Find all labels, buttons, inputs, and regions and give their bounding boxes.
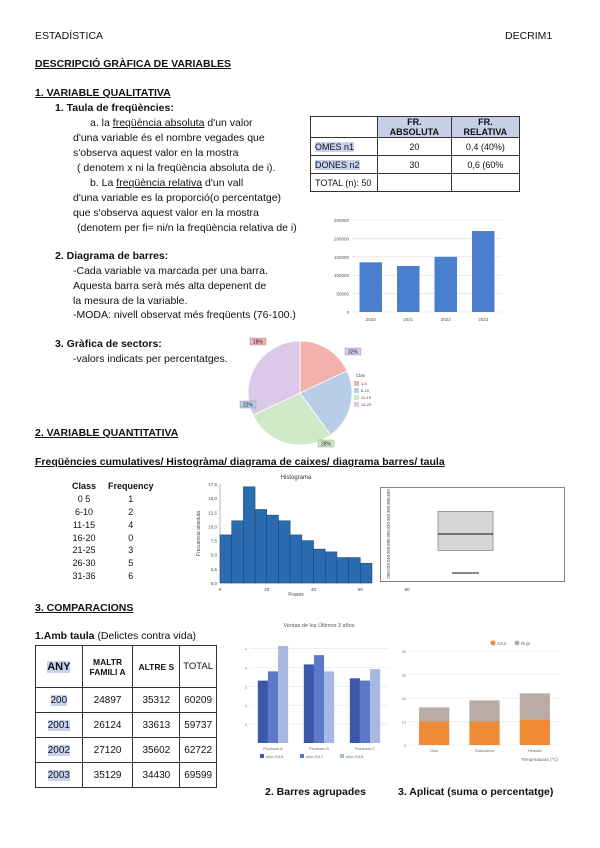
- table-cell: 26124: [82, 713, 133, 738]
- histogram-bar: [325, 552, 337, 583]
- y-tick-label: 1: [244, 703, 247, 709]
- y-tick-label: 200000: [333, 236, 349, 242]
- legend-entry: Rojo: [521, 641, 531, 646]
- table-row: [36, 713, 217, 738]
- table-cell: 200: [36, 688, 83, 713]
- y-tick-label: 10,0: [208, 524, 217, 530]
- y-tick-label: 400: [386, 489, 391, 497]
- y-tick-label: 2,5: [210, 566, 217, 572]
- bar: [314, 655, 324, 743]
- x-tick-label: Producto A: [263, 746, 283, 751]
- table-header-row: [36, 646, 217, 688]
- legend-entry: Azul: [497, 641, 506, 646]
- y-tick-label: 280: [386, 538, 391, 546]
- y-tick-label: 380: [386, 497, 391, 505]
- x-tick-label: 80: [404, 587, 410, 592]
- histogram-bar: [349, 558, 361, 583]
- page-title: DESCRIPCIÓ GRÀFICA DE VARIABLES: [35, 58, 232, 70]
- legend-entry: 16-20: [361, 402, 372, 407]
- def-absolute-line3: s'observa aquest valor en la mostra: [73, 147, 239, 159]
- table-cell: 21-25: [72, 545, 96, 556]
- y-tick-label: 5,0: [210, 552, 217, 558]
- y-tick-label: 50000: [336, 291, 349, 297]
- y-tick-label: 0: [244, 722, 247, 728]
- legend-swatch: [515, 641, 520, 646]
- y-tick-label: 0,0: [210, 581, 217, 586]
- table-row: [311, 138, 520, 156]
- legend-swatch: [300, 754, 304, 758]
- table-header-cell: Class: [72, 481, 97, 492]
- y-tick-label: 4: [244, 646, 247, 652]
- table-header-row: [311, 117, 520, 138]
- legend-swatch: [491, 641, 496, 646]
- item1-title: 1. Taula de freqüències:: [55, 102, 174, 114]
- legend-entry: Año 2018: [346, 754, 364, 759]
- histogram-bar: [337, 558, 349, 583]
- table-row: [66, 557, 160, 570]
- table-row: [36, 688, 217, 713]
- item3-title: 3. Gràfica de sectors:: [55, 338, 162, 350]
- table-cell: 30: [378, 156, 452, 174]
- sectors-line1: -valors indicats per percentatges.: [73, 353, 228, 365]
- def-relative-line3: que s'observa aquest valor en la mostra: [73, 207, 259, 219]
- bar-chart-qualitative: [322, 212, 507, 330]
- bar: [278, 646, 288, 743]
- y-tick-label: 150000: [333, 254, 349, 260]
- y-tick-label: 3: [244, 665, 247, 671]
- x-tick-label: Oslo: [430, 748, 439, 753]
- table-cell: 62722: [180, 738, 217, 763]
- stacked-bar-segment: [520, 719, 550, 745]
- x-tick-label: Estocolmo: [475, 748, 494, 753]
- x-axis-label: Frases: [288, 592, 304, 598]
- slice-label: 28%: [320, 441, 332, 448]
- stacked-bar-segment: [520, 693, 550, 719]
- slice-label: 18%: [252, 339, 264, 346]
- histogram-bar: [255, 509, 267, 583]
- legend-entry: 6-10: [361, 388, 370, 393]
- legend-swatch: [354, 395, 359, 400]
- section1-heading: 1. VARIABLE QUALITATIVA: [35, 87, 171, 99]
- table-cell: 0,6 (60%: [451, 156, 519, 174]
- y-tick-label: 240: [386, 554, 391, 563]
- chart-title: Histograma: [280, 475, 312, 481]
- legend-entry: Año 2017: [306, 754, 324, 759]
- table-header-cell: ALTRE S: [133, 646, 180, 688]
- item2-title: 2. Diagrama de barres:: [55, 250, 169, 262]
- grouped-bar-chart: [228, 617, 393, 767]
- bar: [324, 671, 334, 743]
- comparison-table-title: 1.Amb taula (Delictes contra vida): [35, 630, 197, 642]
- table-row: [66, 531, 160, 544]
- y-tick-label: 17,5: [208, 482, 217, 487]
- table-row: [66, 544, 160, 557]
- table-row: [66, 570, 160, 583]
- table-row: [311, 174, 520, 192]
- stacked-bar-segment: [469, 700, 499, 721]
- pie-chart: [240, 333, 380, 448]
- y-tick-label: 0: [403, 743, 406, 748]
- table-cell: TOTAL (n): 50: [311, 174, 378, 192]
- table-cell: [311, 156, 378, 174]
- table-cell: 0,4 (40%): [451, 138, 519, 156]
- y-tick-label: 0: [346, 310, 349, 315]
- legend-entry: 11-15: [361, 395, 371, 400]
- legend-swatch: [354, 402, 359, 407]
- table-cell: 31-36: [72, 570, 96, 581]
- table-row: [66, 518, 160, 531]
- legend-swatch: [260, 754, 264, 758]
- table-cell: 0: [128, 532, 134, 543]
- legend-swatch: [354, 381, 359, 386]
- y-tick-label: 250000: [333, 218, 349, 223]
- table-cell: 20: [378, 138, 452, 156]
- y-tick-label: 2: [244, 684, 247, 690]
- x-tick-label: Producto C: [354, 746, 376, 751]
- table-cell: 2002: [36, 738, 83, 763]
- section3-heading: 3. COMPARACIONS: [35, 602, 134, 614]
- stacked-bar-chart: [395, 637, 565, 765]
- table-cell: 24897: [82, 688, 133, 713]
- row-label: OMES n1: [315, 141, 355, 152]
- x-tick-label: 60: [357, 587, 363, 592]
- frequency-table: [310, 116, 520, 192]
- histogram-bar: [290, 535, 302, 583]
- histogram-bar: [314, 549, 326, 583]
- table-cell: 69599: [180, 763, 217, 788]
- y-tick-label: 220: [386, 563, 391, 571]
- x-tick-label: 40: [311, 587, 317, 592]
- table-cell: 59737: [180, 713, 217, 738]
- x-tick-label: 20: [264, 587, 270, 592]
- caption-stacked-bars: 3. Aplicat (suma o percentatge): [398, 786, 554, 798]
- table-header-cell: ANY: [36, 646, 83, 688]
- x-tick-label: 2020: [365, 317, 376, 322]
- y-tick-label: 10: [401, 719, 406, 725]
- x-tick-label: Helsinki: [527, 748, 542, 753]
- table-row: [36, 763, 217, 788]
- table-cell: 2001: [36, 713, 83, 738]
- table-row: [66, 506, 160, 519]
- row-label: DONES n2: [315, 159, 360, 170]
- table-row: [36, 738, 217, 763]
- table-cell: [378, 174, 452, 192]
- x-tick-label: 2021: [403, 317, 414, 322]
- table-header-row: [66, 480, 160, 493]
- slice-label: 32%: [347, 349, 359, 356]
- crime-table: [35, 645, 217, 788]
- stacked-bar-segment: [419, 722, 449, 746]
- diagram-line3: la mesura de la variable.: [73, 295, 188, 307]
- bar: [268, 671, 278, 743]
- table-cell: 0 5: [77, 494, 91, 505]
- table-cell: 16-20: [72, 532, 96, 543]
- table-cell: [311, 138, 378, 156]
- box: [438, 511, 493, 550]
- y-tick-label: 15,0: [208, 496, 217, 502]
- table-cell: 4: [128, 519, 134, 530]
- table-cell: 35602: [133, 738, 180, 763]
- table-cell: 35312: [133, 688, 180, 713]
- table-cell: 5: [128, 558, 134, 569]
- table-cell: 3: [128, 545, 134, 556]
- table-header-cell: Frequency: [108, 481, 154, 492]
- y-tick-label: 12,5: [208, 510, 217, 516]
- bar: [258, 681, 268, 743]
- table-header-cell: FR. RELATIVA: [451, 117, 519, 138]
- y-tick-label: 100000: [333, 273, 349, 279]
- def-relative-line1: b. La freqüència relativa d'un vall: [90, 177, 244, 189]
- def-absolute-line1: a. la freqüència absoluta d'un valor: [90, 117, 253, 129]
- y-tick-label: 30: [401, 672, 406, 678]
- histogram-bar: [232, 521, 244, 583]
- table-cell: 2003: [36, 763, 83, 788]
- y-tick-label: 40: [401, 649, 406, 654]
- x-tick-label: 2022: [440, 317, 451, 322]
- table-cell: 2: [128, 506, 134, 517]
- histogram-bar: [360, 563, 372, 583]
- section2-subheading: Freqüències cumulatives/ Histogràma/ diagrama de caixes/ diagrama barres/ taula: [35, 456, 445, 468]
- table-header-cell: TOTAL: [180, 646, 217, 688]
- diagram-line4: -MODA: nivell observat més freqüents (76-100.): [73, 309, 296, 321]
- diagram-line2: Aquesta barra serà més alta depenent de: [73, 280, 267, 292]
- y-tick-label: 260: [386, 546, 391, 555]
- y-tick-label: 200: [386, 571, 391, 579]
- stacked-bar-segment: [469, 722, 499, 746]
- histogram-bar: [220, 535, 232, 583]
- x-tick-label: 2023: [478, 317, 489, 322]
- bar: [360, 262, 383, 312]
- slice-label: 22%: [242, 402, 254, 409]
- x-tick-label: 0: [218, 587, 222, 592]
- y-tick-label: 320: [386, 522, 391, 530]
- stacked-bar-segment: [419, 707, 449, 721]
- bar: [435, 257, 458, 312]
- table-cell: 1: [128, 494, 134, 505]
- def-absolute-line4: ( denotem x ni la freqüència absoluta de i).: [77, 162, 276, 174]
- bar: [472, 231, 495, 312]
- def-relative-line2: d'una variable es la proporció(o percentatge): [73, 192, 282, 204]
- table-cell: 33613: [133, 713, 180, 738]
- bar: [304, 664, 314, 743]
- y-tick-label: 360: [386, 505, 391, 514]
- class-frequency-table: [66, 480, 160, 582]
- x-axis-label: Temperaturas (°C): [521, 757, 558, 762]
- table-cell: 34430: [133, 763, 180, 788]
- header-left: ESTADÍSTICA: [35, 30, 104, 42]
- def-absolute-line2: d'una variable és el nombre vegades que: [73, 132, 265, 144]
- table-cell: 6: [128, 570, 134, 581]
- legend-entry: Año 2016: [266, 754, 284, 759]
- table-header-cell: FR. ABSOLUTA: [378, 117, 452, 138]
- histogram-bar: [278, 521, 290, 583]
- y-tick-label: 340: [386, 513, 391, 522]
- x-tick-label: Producto B: [309, 746, 329, 751]
- table-cell: 11-15: [72, 519, 96, 530]
- table-cell: 27120: [82, 738, 133, 763]
- table-header-cell: [311, 117, 378, 138]
- bar: [360, 681, 370, 743]
- legend-title: Clas: [356, 373, 366, 378]
- table-row: [311, 156, 520, 174]
- header-right: DECRIM1: [505, 30, 553, 42]
- legend-entry: 1-5: [361, 381, 367, 386]
- table-cell: 60209: [180, 688, 217, 713]
- histogram-bar: [267, 515, 279, 583]
- table-cell: 6-10: [75, 506, 94, 517]
- y-tick-label: 300: [386, 530, 391, 538]
- def-relative-line4: (denotem per fi= ni/n la freqüència relativa de i): [77, 222, 297, 234]
- table-row: [66, 493, 160, 506]
- legend-swatch: [354, 388, 359, 393]
- table-cell: 26-30: [72, 558, 96, 569]
- box-plot-chart: [380, 487, 565, 582]
- y-tick-label: 7,5: [210, 538, 217, 544]
- histogram-bar: [243, 487, 255, 583]
- bar: [350, 678, 360, 743]
- table-header-cell: MALTR FAMILI A: [82, 646, 133, 688]
- section2-heading: 2. VARIABLE QUANTITATIVA: [35, 427, 179, 439]
- y-tick-label: 20: [401, 696, 406, 701]
- diagram-line1: -Cada variable va marcada per una barra.: [73, 265, 268, 277]
- y-axis-label: Frecuencia absoluta: [196, 510, 202, 557]
- bar: [370, 669, 380, 743]
- table-cell: [451, 174, 519, 192]
- bar: [397, 266, 420, 312]
- chart-title: Ventas de los Últimos 3 años: [283, 623, 355, 629]
- caption-grouped-bars: 2. Barres agrupades: [265, 786, 366, 798]
- histogram-bar: [302, 541, 314, 583]
- table-cell: 35129: [82, 763, 133, 788]
- legend-swatch: [340, 754, 344, 758]
